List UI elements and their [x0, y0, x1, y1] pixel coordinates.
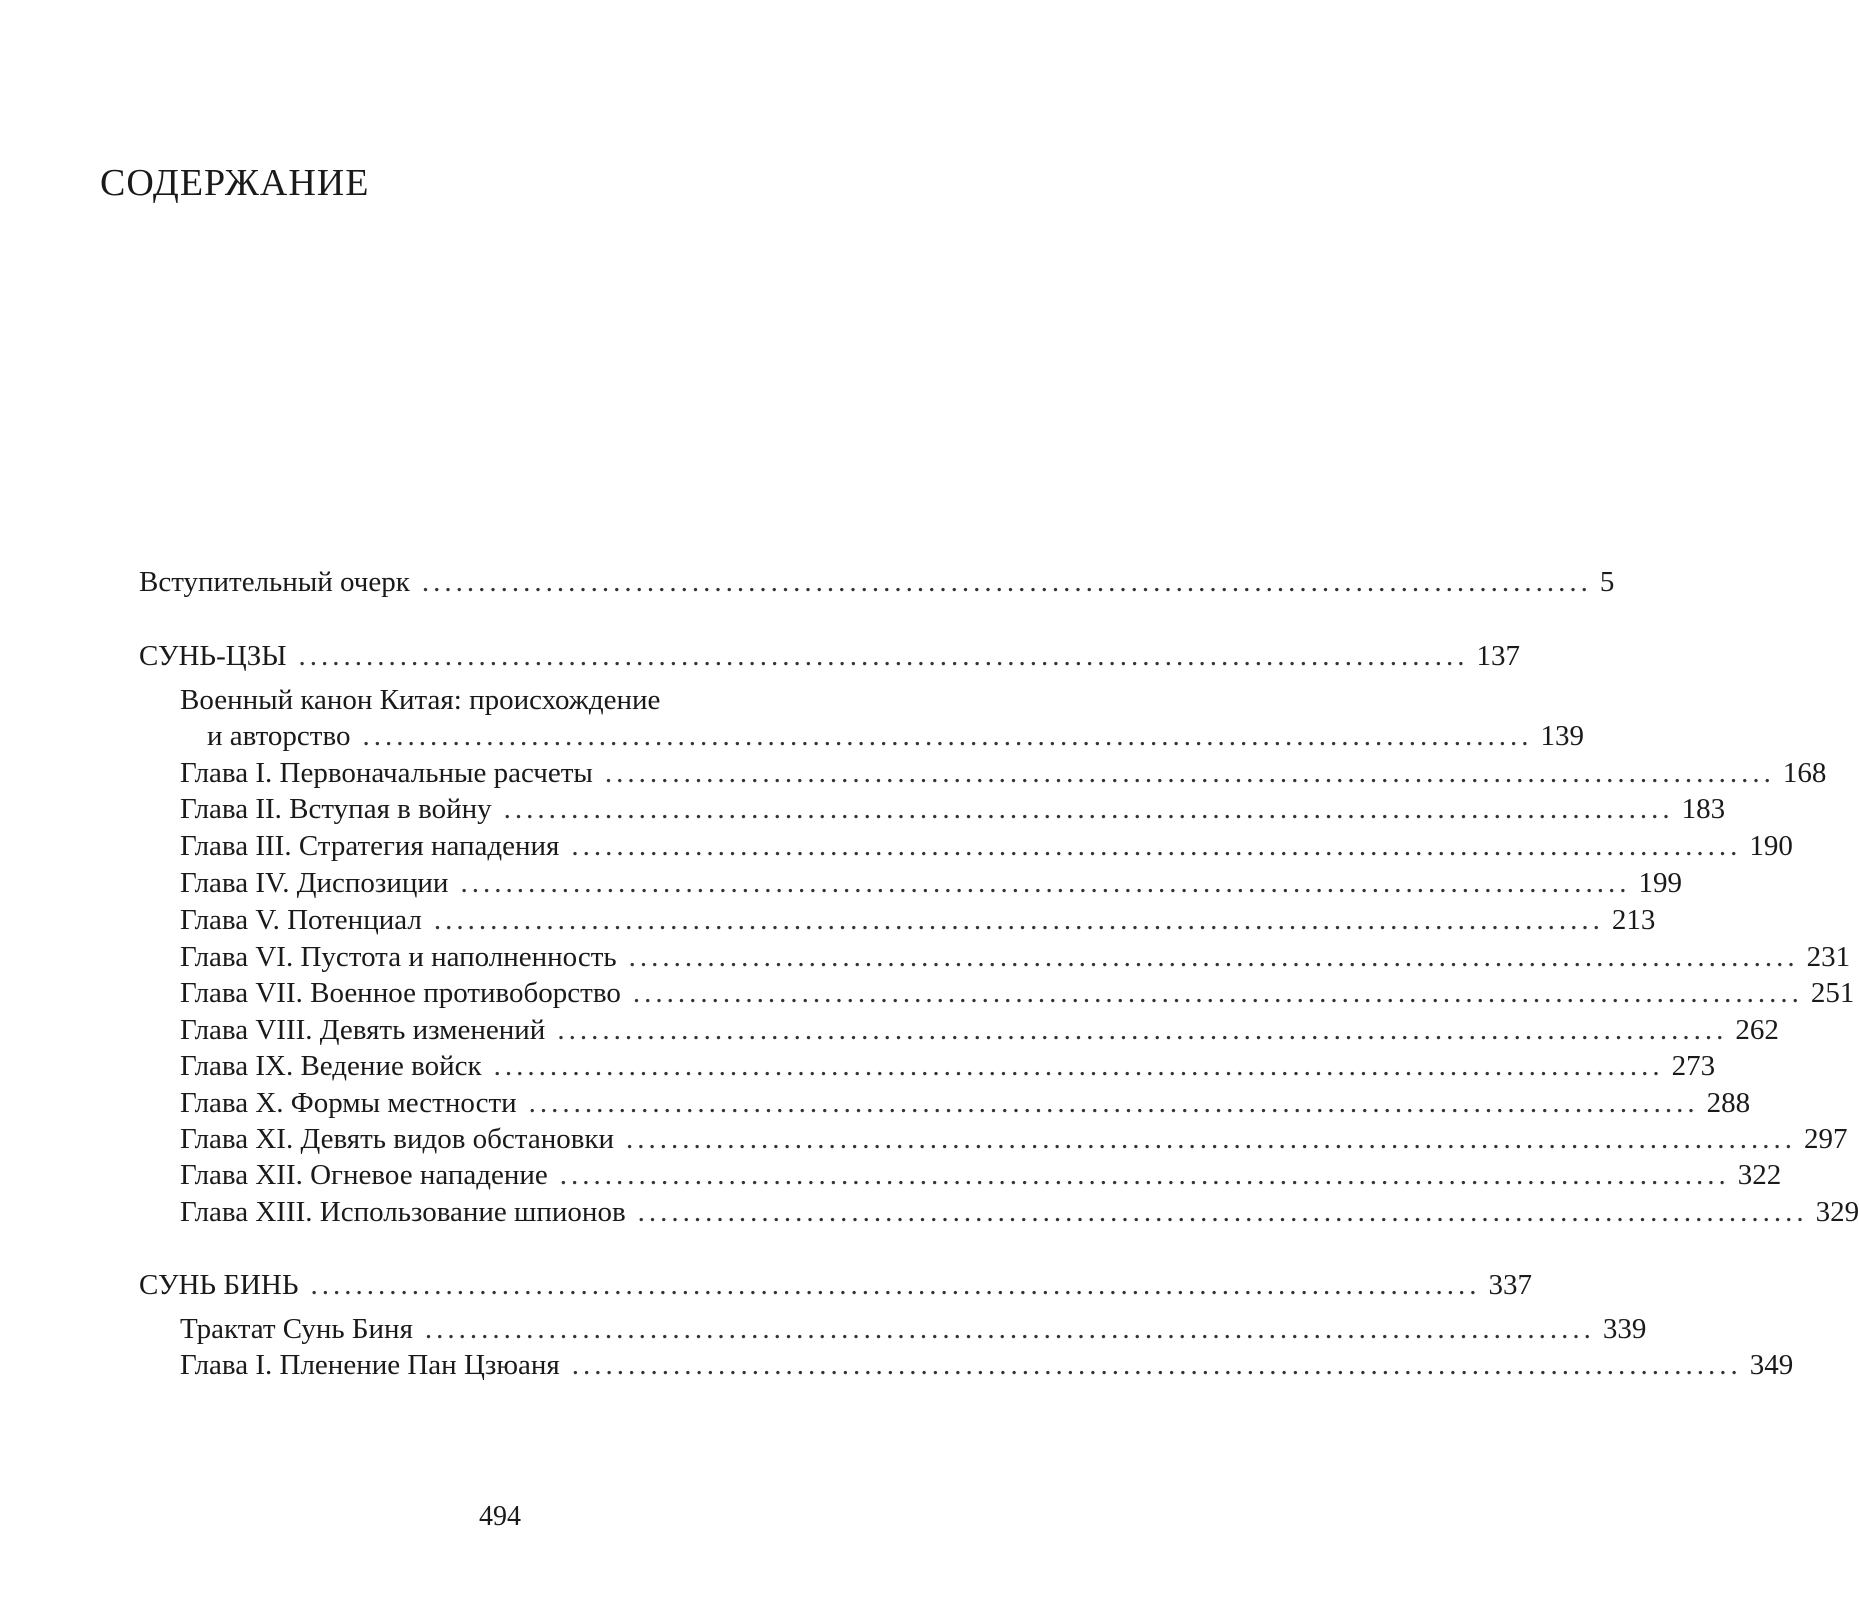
toc-entry[interactable] — [207, 718, 1584, 754]
toc-entry-page: 322 — [1737, 1159, 1782, 1191]
dot-leader: ........................................................................................................ — [632, 977, 1803, 1009]
toc-entry-label: Глава I. Пленение Пан Цзюаня — [180, 1349, 560, 1381]
toc-entry[interactable] — [180, 828, 1793, 864]
toc-entry[interactable] — [180, 1012, 1779, 1048]
toc-entry-page: 213 — [1611, 904, 1656, 936]
toc-entry-page: 5 — [1599, 566, 1615, 598]
toc-entry-page: 137 — [1476, 640, 1521, 672]
dot-leader: ........................................................................................................ — [528, 1087, 1699, 1119]
toc-entry-label: Глава I. Первоначальные расчеты — [180, 757, 593, 789]
toc-entry[interactable] — [180, 1085, 1751, 1121]
toc-section-sun-tzu[interactable] — [139, 638, 1521, 674]
toc-entry-label: Трактат Сунь Биня — [180, 1313, 413, 1345]
toc-entry-page: 231 — [1806, 941, 1851, 973]
toc-entry[interactable] — [180, 1194, 1859, 1230]
toc-entry-label: Глава V. Потенциал — [180, 904, 422, 936]
dot-leader: ........................................................................................................ — [571, 1349, 1742, 1381]
toc-entry-page: 288 — [1706, 1087, 1751, 1119]
dot-leader: ........................................................................................................ — [604, 757, 1775, 789]
toc-entry-label: Глава XII. Огневое нападение — [180, 1159, 548, 1191]
dot-leader: ........................................................................................................ — [460, 867, 1631, 899]
dot-leader: ........................................................................................................ — [433, 904, 1604, 936]
dot-leader: ........................................................................................................ — [503, 793, 1674, 825]
toc-entry-label: Глава VII. Военное противоборство — [180, 977, 621, 1009]
toc-section-sun-bin[interactable] — [139, 1267, 1533, 1303]
toc-entry-label: Вступительный очерк — [139, 566, 410, 598]
toc-entry[interactable] — [180, 755, 1827, 791]
dot-leader: ........................................................................................................ — [557, 1014, 1728, 1046]
toc-entry-label: Глава II. Вступая в войну — [180, 793, 492, 825]
toc-entry-label: Глава IV. Диспозиции — [180, 867, 449, 899]
toc-entry-label-line1: Военный канон Китая: происхождение — [180, 684, 661, 716]
page-number: 494 — [479, 1501, 521, 1532]
toc-entry[interactable] — [180, 1157, 1782, 1193]
toc-entry-page: 251 — [1810, 977, 1855, 1009]
dot-leader: ........................................................................................................ — [628, 941, 1799, 973]
toc-entry-label: Глава IX. Ведение войск — [180, 1050, 482, 1082]
toc-entry-label: СУНЬ-ЦЗЫ — [139, 640, 287, 672]
toc-entry-label: Глава III. Стратегия нападения — [180, 830, 560, 862]
toc-entry-page: 273 — [1671, 1050, 1716, 1082]
dot-leader: ........................................................................................................ — [424, 1313, 1595, 1345]
toc-entry-page: 329 — [1815, 1196, 1859, 1228]
dot-leader: ........................................................................................................ — [637, 1196, 1808, 1228]
toc-entry[interactable] — [180, 1347, 1794, 1383]
toc-entry-label: Глава XI. Девять видов обстановки — [180, 1123, 615, 1155]
toc-entry-label: и авторство — [207, 720, 351, 752]
toc-entry[interactable] — [180, 1048, 1716, 1084]
toc-entry-page: 190 — [1749, 830, 1793, 862]
toc-entry[interactable] — [180, 791, 1726, 827]
toc-entry-page: 297 — [1804, 1123, 1848, 1155]
toc-entry[interactable] — [180, 902, 1656, 938]
toc-entry[interactable] — [180, 975, 1855, 1011]
toc-entry[interactable] — [180, 939, 1851, 975]
page-title: СОДЕРЖАНИЕ — [100, 162, 370, 204]
dot-leader: ........................................................................................................ — [626, 1123, 1797, 1155]
dot-leader: ........................................................................................................ — [571, 830, 1742, 862]
toc-entry-page: 349 — [1749, 1349, 1794, 1381]
toc-entry-page: 337 — [1488, 1269, 1533, 1301]
toc-entry-label: Глава VI. Пустота и наполненность — [180, 941, 617, 973]
toc-entry[interactable] — [180, 1311, 1647, 1347]
dot-leader: ........................................................................................................ — [362, 720, 1533, 752]
dot-leader: ........................................................................................................ — [559, 1159, 1730, 1191]
toc-entry-label: Глава XIII. Использование шпионов — [180, 1196, 626, 1228]
dot-leader: ........................................................................................................ — [298, 640, 1469, 672]
toc-entry[interactable] — [180, 865, 1682, 901]
toc-entry-label: Глава X. Формы местности — [180, 1087, 517, 1119]
toc-entry-page: 183 — [1681, 793, 1726, 825]
dot-leader: ........................................................................................................ — [310, 1269, 1481, 1301]
toc-entry-intro[interactable] — [139, 564, 1615, 600]
dot-leader: ........................................................................................................ — [493, 1050, 1664, 1082]
toc-entry-page: 339 — [1602, 1313, 1647, 1345]
toc-entry-page: 168 — [1782, 757, 1827, 789]
toc-entry-page: 262 — [1735, 1014, 1779, 1046]
toc-entry-label: Глава VIII. Девять изменений — [180, 1014, 546, 1046]
dot-leader: ........................................................................................................ — [421, 566, 1592, 598]
toc-entry-label: СУНЬ БИНЬ — [139, 1269, 299, 1301]
toc-entry[interactable] — [180, 1121, 1848, 1157]
toc-entry-page: 139 — [1540, 720, 1584, 752]
toc-entry-page: 199 — [1638, 867, 1682, 899]
